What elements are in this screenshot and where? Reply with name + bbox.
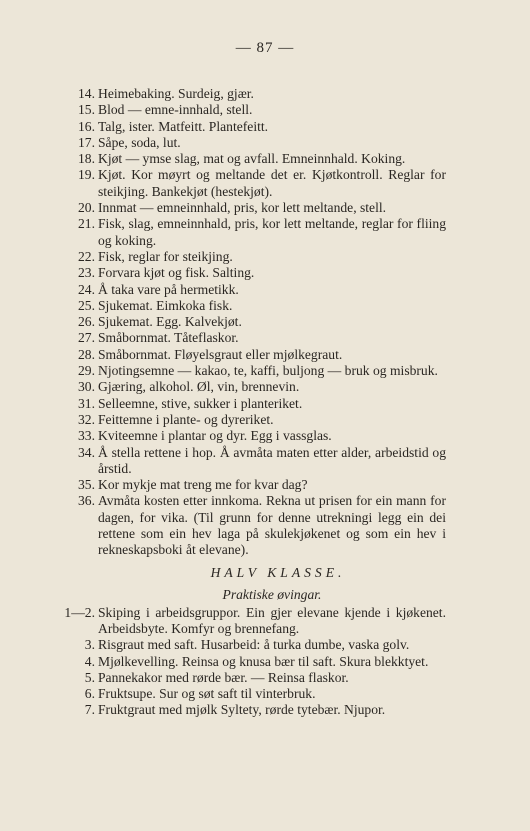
- item-text: Kviteemne i plantar og dyr. Egg i vassglas.: [98, 428, 332, 444]
- list-item: [68, 477, 446, 493]
- item-number: 28.: [78, 346, 95, 362]
- list-item: [68, 702, 446, 718]
- item-number: 32.: [78, 411, 95, 427]
- list-item: [68, 282, 446, 298]
- item-number: 20.: [78, 200, 95, 216]
- item-text: Mjølkevelling. Reinsa og knusa bær til saft. Skura blekktyet.: [98, 653, 429, 669]
- item-text: Fisk, reglar for steikjing.: [98, 248, 233, 264]
- list-item: [68, 135, 446, 151]
- item-number: 22.: [78, 248, 95, 264]
- list-item: [68, 298, 446, 314]
- item-number: 5.: [84, 669, 95, 685]
- item-text: Å stella rettene i hop. Å avmåta maten etter alder, arbeidstid og årstid.: [98, 444, 446, 476]
- list-item: [68, 330, 446, 346]
- item-text: Selleemne, stive, sukker i planteriket.: [98, 395, 303, 411]
- list-item: [68, 151, 446, 167]
- list-item: [68, 347, 446, 363]
- item-number: 7.: [84, 702, 95, 718]
- item-number: 14.: [78, 86, 95, 101]
- theory-items: [68, 86, 446, 559]
- list-item: [68, 637, 446, 653]
- item-number: 3.: [84, 637, 95, 653]
- list-item: [68, 396, 446, 412]
- item-text: Småbornmat. Fløyelsgraut eller mjølkegraut.: [98, 346, 343, 362]
- item-text: Kor mykje mat treng me for kvar dag?: [98, 477, 308, 493]
- item-number: 16.: [78, 118, 95, 134]
- list-item: [68, 86, 446, 102]
- section-title: HALV KLASSE.: [210, 564, 346, 580]
- list-item: [68, 445, 446, 478]
- item-text: Fisk, slag, emneinnhald, pris, kor lett meltande, reglar for fliing og koking.: [98, 216, 446, 248]
- item-number: 4.: [84, 653, 95, 669]
- list-item: [68, 363, 446, 379]
- item-text: Heimebaking. Surdeig, gjær.: [98, 86, 254, 101]
- list-item: [68, 670, 446, 686]
- item-number: 24.: [78, 281, 95, 297]
- item-text: Å taka vare på hermetikk.: [98, 281, 239, 297]
- item-text: Talg, ister. Matfeitt. Plantefeitt.: [98, 118, 269, 134]
- list-item: [68, 412, 446, 428]
- list-item: [68, 167, 446, 200]
- item-number: 21.: [78, 216, 95, 232]
- item-number: 33.: [78, 428, 95, 444]
- list-item: [68, 686, 446, 702]
- list-item: [68, 654, 446, 670]
- item-number: 30.: [78, 379, 95, 395]
- practical-items: [64, 604, 446, 719]
- item-number: 19.: [78, 167, 95, 183]
- item-text: Fruktgraut med mjølk Syltety, rørde tytebær. Njupor.: [98, 702, 386, 718]
- list-item: [68, 428, 446, 444]
- item-number: 36.: [78, 493, 95, 509]
- list-item: [68, 379, 446, 395]
- item-number: 26.: [78, 314, 95, 330]
- item-number: 1—2.: [64, 604, 95, 620]
- item-text: Blod — emne-innhald, stell.: [98, 102, 253, 118]
- list-item: [68, 119, 446, 135]
- list-item: [68, 200, 446, 216]
- item-text: Risgraut med saft. Husarbeid: å turka dumbe, vaska golv.: [98, 637, 410, 653]
- item-text: Kjøt — ymse slag, mat og avfall. Emneinnhald. Koking.: [98, 151, 406, 167]
- list-item: [68, 216, 446, 249]
- item-text: Gjæring, alkohol. Øl, vin, brennevin.: [98, 379, 300, 395]
- item-number: 15.: [78, 102, 95, 118]
- list-item: [68, 249, 446, 265]
- item-number: 31.: [78, 395, 95, 411]
- item-number: 27.: [78, 330, 95, 346]
- item-text: Avmåta kosten etter innkoma. Rekna ut prisen for ein mann for dagen, for vika. (Til grunn for denne utrekningi legg ein dei rettene som ein hev laga på skulekjøkenet og som ein hev i rekneskapsboki åt elevane).: [98, 493, 446, 558]
- item-text: Sjukemat. Eimkoka fisk.: [98, 297, 233, 313]
- page-number: — 87 —: [235, 40, 295, 56]
- item-text: Sjukemat. Egg. Kalvekjøt.: [98, 314, 242, 330]
- item-number: 35.: [78, 477, 95, 493]
- item-text: Feittemne i plante- og dyreriket.: [98, 411, 274, 427]
- item-text: Småbornmat. Tåteflaskor.: [98, 330, 239, 346]
- list-item: [68, 493, 446, 558]
- list-item: [64, 604, 446, 638]
- item-number: 18.: [78, 151, 95, 167]
- list-item: [68, 102, 446, 118]
- item-text: Skiping i arbeidsgruppor. Ein gjer elevane kjende i kjøkenet. Arbeidsbyte. Komfyr og brennefang.: [98, 604, 446, 636]
- subsection-title: Praktiske øvingar.: [222, 586, 322, 602]
- list-item: [68, 314, 446, 330]
- item-text: Forvara kjøt og fisk. Salting.: [98, 265, 255, 281]
- item-number: 23.: [78, 265, 95, 281]
- item-number: 29.: [78, 363, 95, 379]
- item-text: Innmat — emneinnhald, pris, kor lett meltande, stell.: [98, 200, 387, 216]
- item-number: 25.: [78, 297, 95, 313]
- list-item: [68, 265, 446, 281]
- item-text: Njotingsemne — kakao, te, kaffi, buljong — bruk og misbruk.: [98, 363, 438, 379]
- item-number: 17.: [78, 134, 95, 150]
- item-number: 6.: [84, 686, 95, 702]
- item-text: Såpe, soda, lut.: [98, 134, 181, 150]
- item-text: Kjøt. Kor møyrt og meltande det er. Kjøtkontroll. Reglar for steikjing. Bankekjøt (hestekjøt).: [98, 167, 446, 199]
- item-number: 34.: [78, 444, 95, 460]
- lesson-list: [64, 86, 446, 719]
- item-text: Fruktsupe. Sur og søt saft til vinterbruk.: [98, 686, 316, 702]
- item-text: Pannekakor med rørde bær. — Reinsa flaskor.: [98, 669, 349, 685]
